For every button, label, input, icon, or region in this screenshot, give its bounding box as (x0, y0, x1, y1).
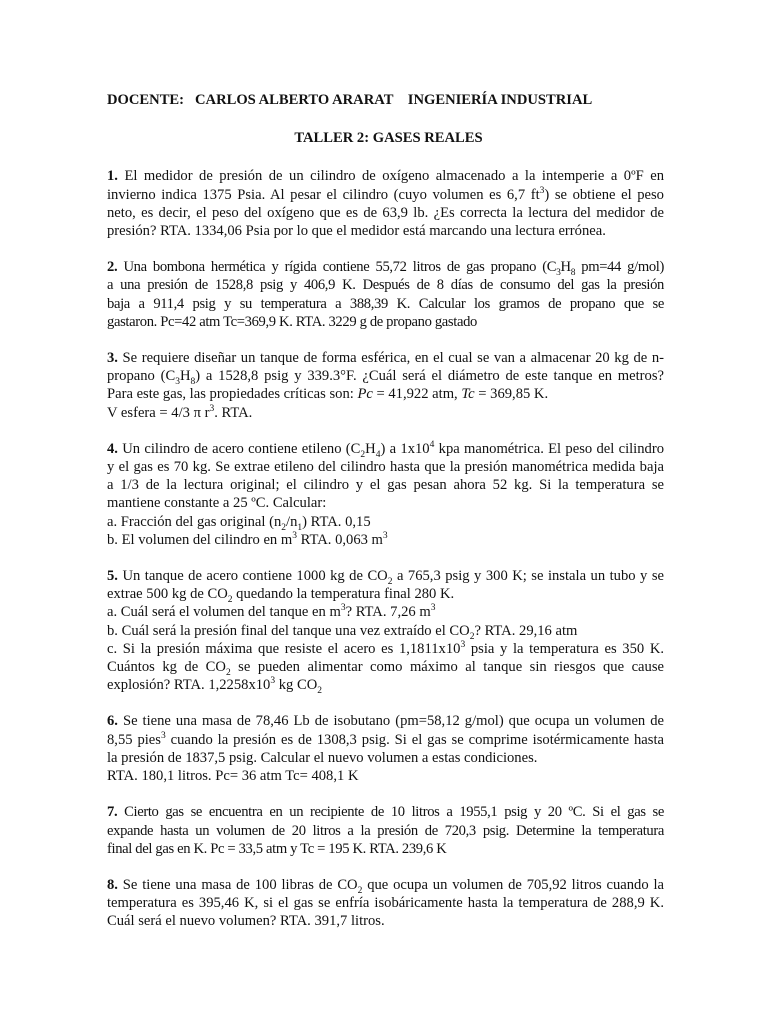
problem-line (107, 204, 664, 222)
problem-line (107, 658, 664, 676)
italic-text: Tc (461, 386, 475, 403)
problem-line (107, 894, 664, 912)
text-run: cuando la presión es de 1308,3 psig. Si el gas se comprime isotérmicamente hasta (165, 731, 664, 748)
problem-line (107, 349, 664, 367)
problem-1 (107, 167, 664, 240)
text-run: psia y la temperatura es 350 K. (465, 640, 665, 657)
problem-line (107, 222, 664, 240)
problem-line (107, 513, 664, 531)
text-run: a. Fracción del gas original (n (107, 513, 282, 530)
problem-line (107, 749, 664, 767)
problem-line (107, 803, 664, 821)
subscript: 3 (175, 377, 180, 388)
text-run: invierno indica 1375 Psia. Al pesar el cilindro (cuyo volumen es 6,7 ft (107, 186, 540, 203)
text-run: gastaron. Pc=42 atm Tc=369,9 K. RTA. 3229 g de propano gastado (107, 313, 477, 330)
text-run: El medidor de presión de un cilindro de oxígeno almacenado a la intemperie a 0ºF en (124, 168, 664, 185)
problem-number: 8. (107, 876, 118, 893)
problem-line (107, 840, 664, 858)
problem-6 (107, 712, 664, 785)
text-run: . RTA. (214, 404, 253, 421)
subscript: 2 (357, 885, 363, 896)
problem-line (107, 494, 664, 512)
text-run: se pueden alimentar como máximo al tanque sin riesgos que cause (230, 659, 664, 676)
problem-line (107, 912, 664, 930)
program-name: INGENIERÍA INDUSTRIAL (407, 92, 593, 108)
document-header (107, 91, 664, 109)
problem-line (107, 531, 664, 549)
text-run: a una presión de 1528,8 psig y 406,9 K. Después de 8 días de consumo del gas la presión (107, 277, 664, 294)
text-run: ) a 1x10 (380, 440, 430, 457)
text-run: Para este gas, las propiedades críticas son: (107, 386, 358, 403)
text-run: RTA. 180,1 litros. Pc= 36 atm Tc= 408,1 K (107, 768, 359, 785)
docente-label: DOCENTE: (107, 92, 185, 108)
subscript: 2 (469, 631, 475, 642)
problem-line (107, 676, 664, 697)
text-run: explosión? RTA. 1,2258x10 (107, 677, 271, 694)
superscript: 3 (539, 185, 545, 196)
text-run: que ocupa un volumen de 705,92 litros cuando la (362, 876, 665, 893)
problem-line (107, 167, 664, 185)
text-run: 8,55 pies (107, 731, 161, 748)
text-run: RTA. 0,063 m (296, 531, 383, 548)
problem-line (107, 876, 664, 894)
text-run: y el gas es 70 kg. Se extrae etileno del cilindro hasta que la presión manométrica medida baja (107, 459, 664, 476)
text-run: = 369,85 K. (474, 386, 549, 403)
text-run: propano (C (107, 368, 176, 385)
problem-list (107, 167, 664, 930)
problem-8 (107, 876, 664, 931)
text-run: a. Cuál será el volumen del tanque en m (107, 604, 341, 621)
problem-line (107, 731, 664, 749)
subscript: 8 (570, 268, 576, 279)
subscript: 2 (281, 522, 287, 533)
problem-number: 1. (107, 168, 118, 185)
text-run: baja a 911,4 psig y su temperatura a 388,39 K. Calcular los gramos de propano que se (107, 295, 664, 312)
text-run: b. El volumen del cilindro en m (107, 531, 293, 548)
text-run: Un tanque de acero contiene 1000 kg de CO (122, 568, 388, 585)
problem-3 (107, 349, 664, 422)
text-run: Cuál será el nuevo volumen? RTA. 391,7 litros. (107, 913, 385, 930)
subscript: 4 (375, 449, 381, 460)
text-run: a 1/3 de la lectura original; el cilindro y el gas pesan ahora 52 kg. Si la temperatura se (107, 477, 664, 494)
text-run: H (365, 440, 376, 457)
problem-number: 4. (107, 440, 118, 457)
problem-number: 7. (107, 804, 118, 821)
text-run: presión? RTA. 1334,06 Psia por lo que el medidor está marcando una lectura errónea. (107, 223, 606, 240)
text-run: pm=44 g/mol) (575, 259, 664, 276)
text-run: extrae 500 kg de CO (107, 586, 228, 603)
text-run: H (179, 368, 191, 385)
superscript: 3 (292, 531, 297, 541)
text-run: Un cilindro de acero contiene etileno (C (122, 440, 361, 457)
problem-line (107, 603, 664, 621)
text-run: kg CO (275, 677, 318, 694)
text-run: final del gas en K. Pc = 33,5 atm y Tc = 195 K. RTA. 239,6 K (107, 840, 447, 857)
problem-line (107, 186, 664, 204)
superscript: 3 (340, 603, 346, 614)
text-run: Cuántos kg de CO (107, 659, 226, 676)
problem-line (107, 585, 664, 606)
problem-line (107, 258, 664, 279)
text-run: expande hasta un volumen de 20 litros a la presión de 720,3 psig. Determine la temperatura (107, 822, 664, 839)
text-run: c. Si la presión máxima que resiste el acero es 1,1811x10 (107, 640, 461, 657)
problem-number: 2. (107, 259, 118, 276)
problem-7 (107, 803, 664, 858)
subscript: 3 (556, 268, 561, 279)
problem-line (107, 276, 664, 294)
text-run: ) RTA. 0,15 (302, 513, 371, 530)
subscript: 2 (225, 667, 231, 678)
subscript: 2 (360, 449, 366, 460)
document-title: TALLER 2: GASES REALES (294, 130, 483, 147)
superscript: 3 (209, 403, 215, 414)
problem-number: 5. (107, 568, 118, 585)
problem-line (107, 440, 664, 458)
subscript: 8 (190, 377, 196, 388)
italic-text: Pc (357, 386, 373, 403)
problem-line (107, 476, 664, 494)
problem-line (107, 640, 664, 658)
problem-2 (107, 258, 664, 331)
subscript: 2 (387, 576, 393, 587)
text-run: /n (286, 513, 298, 530)
text-run: temperatura es 395,46 K, si el gas se enfría isobáricamente hasta la temperatura de 288,9 K. (107, 895, 664, 912)
text-run: Cierto gas se encuentra en un recipiente de 10 litros a 1955,1 psig y 20 ºC. Si el gas se (124, 804, 664, 821)
text-run: mantiene constante a 25 ºC. Calcular: (107, 495, 327, 512)
subscript: 1 (297, 522, 303, 533)
subscript: 2 (317, 686, 323, 697)
problem-5 (107, 567, 665, 697)
problem-line (107, 404, 664, 422)
text-run: Una bombona hermética y rígida contiene 55,72 litros de gas propano (C (123, 259, 557, 276)
problem-line (107, 385, 664, 403)
text-run: ? RTA. 29,16 atm (474, 622, 578, 639)
problem-number: 6. (107, 713, 118, 730)
text-run: = 41,922 atm, (372, 386, 462, 403)
problem-line (107, 313, 664, 331)
superscript: 3 (460, 640, 466, 651)
problem-line (107, 622, 664, 640)
text-run: Se requiere diseñar un tanque de forma esférica, en el cual se van a almacenar 20 kg de n- (122, 350, 664, 367)
problem-4 (107, 440, 664, 549)
text-run: b. Cuál será la presión final del tanque una vez extraído el CO (107, 622, 470, 639)
problem-number: 3. (107, 350, 118, 367)
text-run: V esfera = 4/3 π r (107, 404, 210, 421)
text-run: la presión de 1837,5 psig. Calcular el nuevo volumen a estas condiciones. (107, 749, 538, 766)
superscript: 3 (382, 531, 388, 541)
problem-line (107, 767, 664, 785)
problem-line (107, 567, 664, 585)
superscript: 4 (429, 439, 435, 450)
text-run: neto, es decir, el peso del oxígeno que es de 63,9 lb. ¿Es correcta la lectura del medidor de (107, 204, 664, 221)
text-run: Se tiene una masa de 78,46 Lb de isobutano (pm=58,12 g/mol) que ocupa un volumen de (122, 713, 664, 730)
superscript: 3 (430, 603, 436, 614)
docente-name: CARLOS ALBERTO ARARAT (194, 92, 394, 108)
problem-line (107, 822, 664, 840)
problem-line (107, 712, 664, 730)
problem-line (107, 295, 664, 313)
problem-line (107, 458, 664, 476)
superscript: 3 (270, 676, 276, 687)
text-run: ) se obtiene el peso (544, 186, 664, 203)
text-run: a 765,3 psig y 300 K; se instala un tubo y se (392, 568, 664, 585)
superscript: 3 (160, 730, 166, 741)
text-run: quedando la temperatura final 280 K. (232, 586, 455, 603)
text-run: ? RTA. 7,26 m (345, 604, 431, 621)
problem-line (107, 367, 664, 388)
text-run: kpa manométrica. El peso del cilindro (434, 440, 664, 457)
text-run: H (560, 259, 571, 276)
text-run: Se tiene una masa de 100 libras de CO (122, 876, 358, 893)
subscript: 2 (227, 595, 233, 606)
text-run: ) a 1528,8 psig y 339.3°F. ¿Cuál será el diámetro de este tanque en metros? (195, 368, 664, 385)
